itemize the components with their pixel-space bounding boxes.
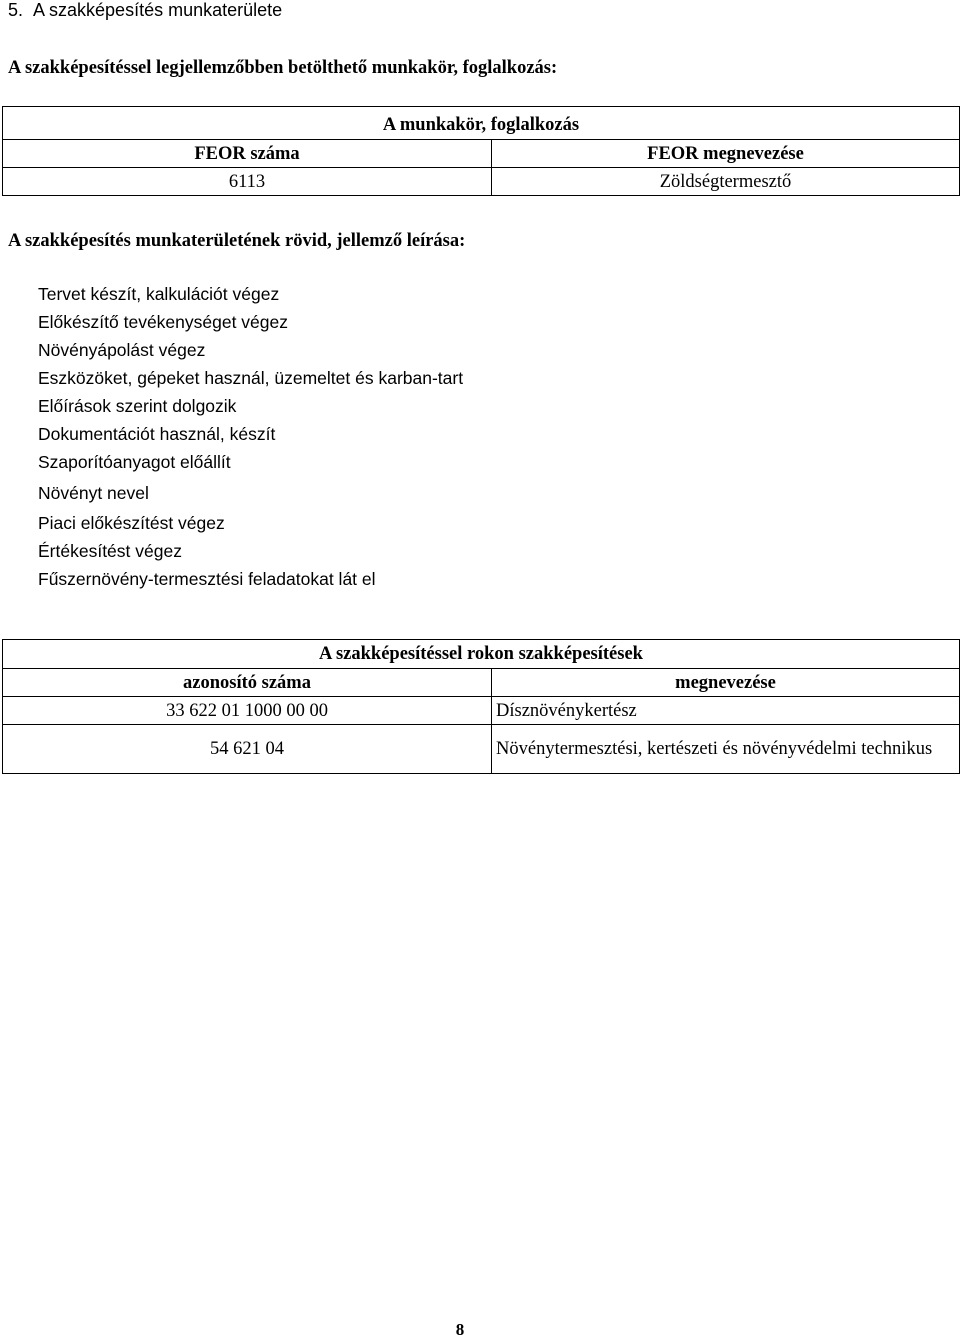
list-item: Fűszernövény-termesztési feladatokat lát el <box>38 569 376 589</box>
table-row <box>3 168 960 196</box>
related-name-header: megnevezése <box>492 669 960 697</box>
list-item: Piaci előkészítést végez <box>38 513 225 533</box>
jobs-table <box>2 106 960 196</box>
table-row <box>3 697 960 725</box>
jobs-heading: A szakképesítéssel legjellemzőbben betölthető munkakör, foglalkozás: <box>8 58 558 78</box>
list-item: Növényt nevel <box>38 483 149 503</box>
feor-name-cell: Zöldségtermesztő <box>492 168 960 196</box>
related-id-header: azonosító száma <box>3 669 492 697</box>
feor-code-header: FEOR száma <box>3 140 492 168</box>
list-item <box>38 364 478 392</box>
related-id-cell: 33 622 01 1000 00 00 <box>3 697 492 725</box>
description-heading: A szakképesítés munkaterületének rövid, jellemző leírása: <box>8 231 466 251</box>
section-title-text: A szakképesítés munkaterülete <box>33 0 283 20</box>
list-item: Értékesítést végez <box>38 541 182 561</box>
feor-code-cell: 6113 <box>3 168 492 196</box>
related-table-header-row <box>3 669 960 697</box>
jobs-table-caption-row <box>3 107 960 140</box>
section-number: 5. <box>8 0 24 20</box>
description-list <box>38 280 488 593</box>
list-item-text: Eszközöket, gépeket használ, üzemeltet és karban-tart <box>38 368 464 388</box>
list-item: Szaporítóanyagot előállít <box>38 452 231 472</box>
list-item: Dokumentációt használ, készít <box>38 424 276 444</box>
related-table-caption: A szakképesítéssel rokon szakképesítések <box>3 640 960 669</box>
related-name-cell: Dísznövénykertész <box>492 697 960 725</box>
list-item: Növényápolást végez <box>38 340 206 360</box>
related-table-caption-row <box>3 640 960 669</box>
table-row <box>3 725 960 774</box>
section-title <box>8 0 282 20</box>
jobs-table-header-row <box>3 140 960 168</box>
list-item: Előkészítő tevékenységet végez <box>38 312 289 332</box>
related-name-cell: Növénytermesztési, kertészeti és növényvédelmi technikus <box>492 725 960 774</box>
page-number: 8 <box>455 1320 465 1339</box>
list-item: Előírások szerint dolgozik <box>38 396 237 416</box>
jobs-table-caption: A munkakör, foglalkozás <box>3 107 960 140</box>
related-table <box>2 639 960 774</box>
list-item: Tervet készít, kalkulációt végez <box>38 284 280 304</box>
related-id-cell: 54 621 04 <box>3 725 492 774</box>
feor-name-header: FEOR megnevezése <box>492 140 960 168</box>
